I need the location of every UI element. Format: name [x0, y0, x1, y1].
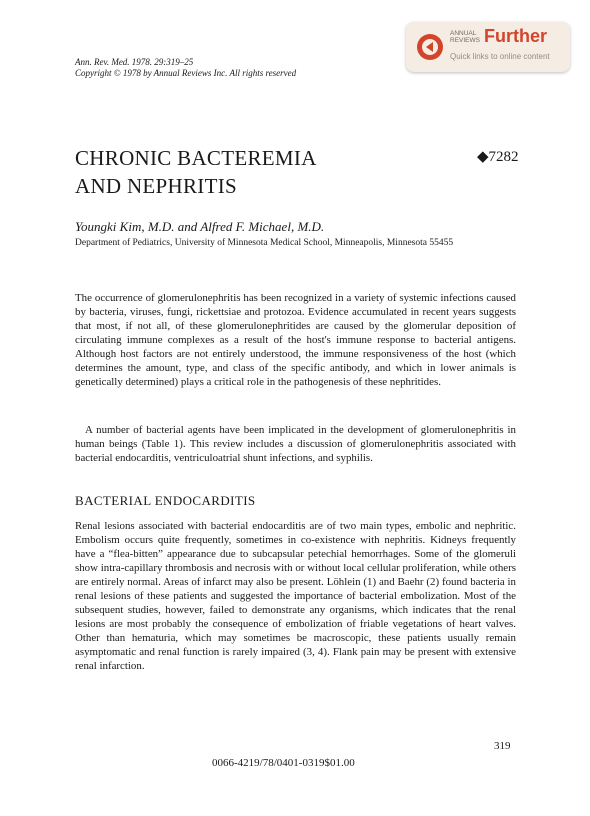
annual-reviews-wordmark: [450, 30, 480, 44]
journal-citation: [75, 57, 296, 79]
further-link-badge[interactable]: [406, 22, 570, 72]
further-tagline: Quick links to online content: [450, 52, 550, 61]
title-line-2: AND NEPHRITIS: [75, 174, 237, 198]
paragraph-intro: The occurrence of glomerulonephritis has been recognized in a variety of systemic infections caused by bacteria, viruses, fungi, rickettsiae and protozoa. Evidence accumulated in recent years suggests that most, if not all, of these glomerulonephritides are caused by the glomerular deposition of circulating immune complexes as a result of the host's immune response to bacterial antigens. Although host factors are not entirely understood, the immune responsiveness of the host (which determines the amount, type, and class of the specific antibody, and which in lower animals is genetically determined) plays a critical role in the pathogenesis of these nephritides.: [75, 292, 516, 389]
annual-reviews-logo-icon: [416, 33, 444, 61]
issn-code: 0066-4219/78/0401-0319$01.00: [212, 757, 355, 769]
article-code: ◆7282: [477, 149, 519, 165]
article-title: [75, 144, 317, 200]
wordmark-annual: ANNUAL: [450, 30, 477, 37]
page-number: 319: [494, 740, 511, 752]
journal-line: Ann. Rev. Med. 1978. 29:319–25: [75, 57, 194, 67]
further-label: Further: [484, 26, 547, 46]
authors: Youngki Kim, M.D. and Alfred F. Michael, M.D.: [75, 219, 325, 234]
wordmark-reviews: REVIEWS: [450, 37, 480, 44]
paragraph-endocarditis: Renal lesions associated with bacterial endocarditis are of two main types, embolic and nephritic. Embolism occurs quite frequently, sometimes in co-existence with nephritis. Kidneys frequently have a “flea-bitten” appearance due to subcapsular petechial hemorrhages. Some of the glomeruli show intra-capillary thrombosis and necrosis with or without local cellular proliferation, while others are entirely normal. Areas of infarct may also be present. Löhlein (1) and Baehr (2) found bacteria in renal lesions of these patients and suggested the importance of bacterial embolization. Most of the subsequent studies, however, failed to demonstrate any organisms, which indicates that the renal lesions are most probably the consequence of embolization of friable vegetations of heart valves. Other than hematuria, which may sometimes be macroscopic, these patients usually remain asymptomatic and renal function is rarely impaired (3, 4). Flank pain may be present with extensive renal infarction.: [75, 520, 516, 673]
title-line-1: CHRONIC BACTEREMIA: [75, 146, 317, 170]
section-heading: BACTERIAL ENDOCARDITIS: [75, 493, 256, 508]
copyright-line: Copyright © 1978 by Annual Reviews Inc. All rights reserved: [75, 68, 297, 78]
paragraph-scope: A number of bacterial agents have been implicated in the development of glomerulonephritis in human beings (Table 1). This review includes a discussion of glomerulonephritis associated with bacterial endocarditis, ventriculoatrial shunt infections, and syphilis.: [75, 424, 516, 465]
affiliation: Department of Pediatrics, University of Minnesota Medical School, Minneapolis, Minnesota 55455: [75, 238, 454, 248]
